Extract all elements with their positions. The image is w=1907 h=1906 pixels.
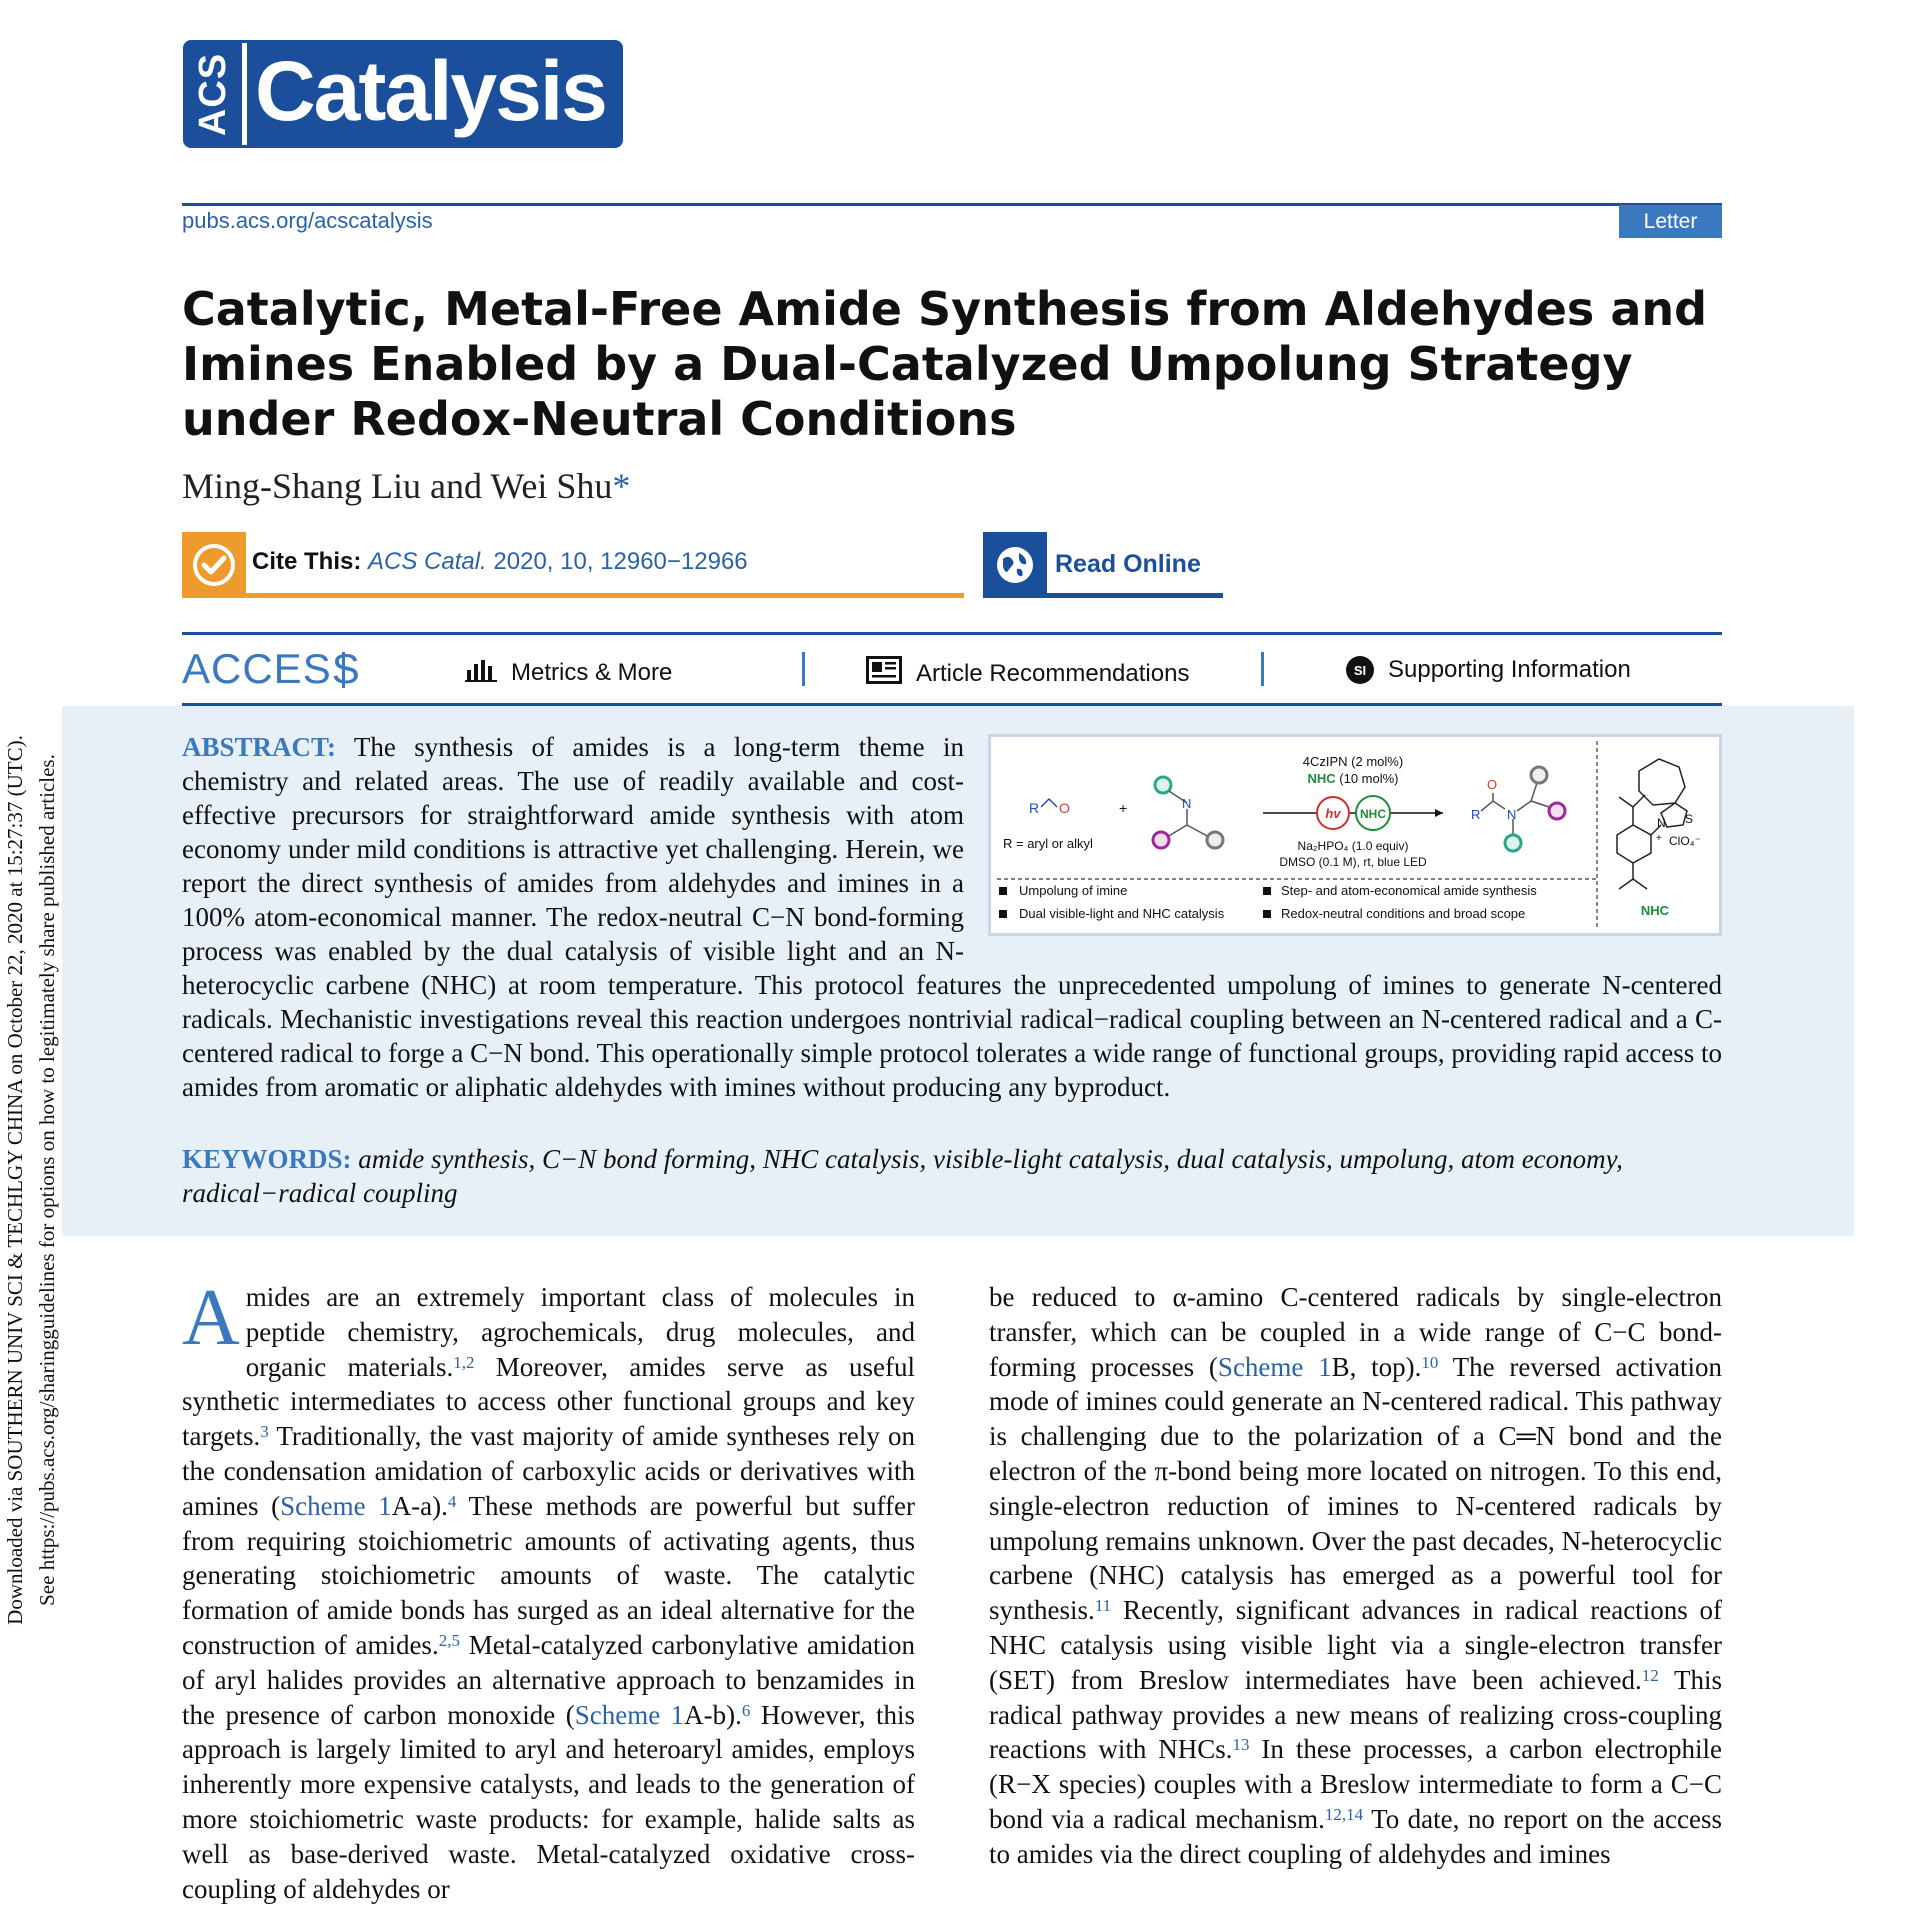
citation-ref[interactable]: 4 [447,1491,457,1511]
cite-journal-abbrev: ACS Catal. [368,548,487,575]
toc-graphic [988,734,1722,936]
article-recommendations-label: Article Recommendations [916,659,1190,687]
citation-ref[interactable]: 2,5 [438,1630,460,1650]
keywords-text: amide synthesis, C−N bond forming, NHC catalysis, visible-light catalysis, dual catalysis, umpolung, atom economy, radical−radical coupling [182,1144,1623,1208]
toc-r-definition: R = aryl or alkyl [1003,836,1093,851]
read-online-underline [1047,593,1223,598]
toc-conditions: DMSO (0.1 M), rt, blue LED [1279,855,1427,869]
body-text: However, this approach is largely limited to aryl and heteroaryl amides, employs inherently more expensive catalysts, and leads to the generation of more stoichiometric waste products: for example, halide salts as well as base-derived waste. Metal-catalyzed oxidative cross-coupling of aldehydes or [182,1699,915,1904]
access-bar-top-rule [182,632,1722,635]
acs-logo-mark [186,43,247,145]
toc-photocatalyst: 4CzIPN (2 mol%) [1302,754,1404,769]
toc-nhc-structure [1617,759,1687,889]
body-text: In these processes, a carbon electrophile (R−X species) couples with a Breslow intermediate to form a C−C bond via a radical mechanism. [989,1734,1723,1834]
body-text: Recently, significant advances in radical reactions of NHC catalysis using visible light via a single-electron transfer (SET) from Breslow intermediates have been achieved. [989,1595,1722,1695]
toc-nhc-label: NHC [1307,771,1336,786]
supporting-information-label: Supporting Information [1388,656,1631,683]
journal-name: Catalysis [255,44,606,138]
citation-text [252,548,748,576]
citation-ref[interactable]: 13 [1232,1735,1250,1755]
toc-bullet-marker [999,910,1007,918]
toc-bullet-marker [1263,910,1271,918]
toc-aldehyde-bond [1041,799,1057,807]
toc-bullet-marker [999,887,1007,895]
body-text: To date, no report on the access to amides via the direct coupling of aldehydes and imines [989,1803,1722,1869]
body-text: mides are an extremely important class of molecules in peptide chemistry, agrochemicals, drug molecules, and organic materials. [245,1282,915,1382]
body-text: These methods are powerful but suffer from requiring stoichiometric amounts of activating agents, thus generating stoichiometric amounts of waste. The catalytic formation of amide bonds has surged as an ideal alternative for the construction of amides. [182,1490,915,1660]
toc-aldehyde-o: O [1059,800,1070,816]
body-text: Traditionally, the vast majority of amide syntheses rely on the condensation amidation of carboxylic acids or derivatives with amines ( [182,1421,915,1521]
acs-logo-text: ACS [192,52,235,136]
read-online-button[interactable] [983,532,1223,598]
body-text: Moreover, amides serve as useful synthetic intermediates to access other functional groups and key targets. [182,1351,915,1452]
body-text: be reduced to α-amino C-centered radicals by single-electron transfer, which can be coupled in a wide range of C−C bond-forming processes ( [989,1282,1722,1382]
citation-ref[interactable]: 11 [1094,1596,1112,1616]
body-column-right [989,1280,1722,1872]
toc-bullet: Umpolung of imine [1019,883,1128,898]
journal-logo[interactable] [183,40,623,148]
supporting-information-link[interactable] [1346,656,1631,684]
toc-imine-n: N [1182,796,1192,811]
toc-product-sub-gray [1531,767,1547,783]
access-divider [802,652,805,686]
toc-product-r: R [1471,807,1481,822]
citation-ref[interactable]: 3 [260,1422,269,1442]
toc-imine-sub-gray [1207,832,1223,848]
article-recommendations-link[interactable] [866,656,1189,691]
drop-cap: A [182,1274,240,1362]
scheme-link[interactable]: Scheme 1 [1217,1351,1332,1382]
toc-nhc-loading [1307,771,1398,786]
corresponding-author-mark[interactable]: * [612,466,631,506]
toc-scheme [991,737,1719,933]
si-icon: SI [1346,656,1374,684]
toc-imine-sub-teal [1155,777,1171,793]
newspaper-icon [866,656,902,691]
body-text: This radical pathway provides a new means of realizing cross-coupling reactions with NHCs. [989,1664,1723,1765]
toc-nhc-cycle-label: NHC [1360,807,1386,821]
citation-ref[interactable]: 1,2 [453,1352,475,1372]
citation-ref[interactable]: 12 [1641,1665,1659,1685]
download-notice [0,655,62,1705]
citation-ref[interactable]: 6 [741,1700,751,1720]
download-notice-line-1: Downloaded via SOUTHERN UNIV SCI & TECHLGY CHINA on October 22, 2020 at 15:27:37 (UTC). [3,735,27,1625]
toc-product-sub-teal [1505,835,1521,851]
globe-icon [983,532,1047,598]
toc-nhc-amount: (10 mol%) [1339,771,1399,786]
toc-arrowhead [1435,809,1443,817]
authors-text: Ming-Shang Liu and Wei Shu [182,466,613,506]
body-text: The reversed activation mode of imines could generate an N-centered radical. This pathway is challenging due to the polarization of a C═N bond and the electron of the π-bond being more located on nitrogen. To this end, single-electron reduction of imines to N-centered radicals by umpolung remains unknown. Over the past decades, N-heterocyclic carbene (NHC) catalysis has emerged as a powerful tool for synthesis. [989,1351,1722,1626]
author-list [182,465,630,507]
toc-imine-sub-purple [1153,832,1169,848]
cite-this[interactable] [182,532,964,598]
cite-underline [246,593,964,598]
scheme-link[interactable]: Scheme 1 [280,1490,392,1521]
keywords-label: KEYWORDS: [182,1144,352,1174]
toc-bullet: Step- and atom-economical amide synthesis [1281,883,1537,898]
body-text: A-a). [391,1490,448,1521]
journal-url[interactable]: pubs.acs.org/acscatalysis [182,208,433,233]
body-column-left [182,1274,915,1906]
download-notice-line-2: See https://pubs.acs.org/sharingguidelines for options on how to legitimately share published articles. [35,754,59,1606]
citation-ref[interactable]: 12,14 [1324,1804,1364,1824]
metrics-more-link[interactable] [465,656,672,689]
cite-label: Cite This: [252,548,362,575]
bar-chart-icon [465,656,497,689]
toc-hv-label: hv [1325,806,1341,821]
abstract-text: The synthesis of amides is a long-term theme in chemistry and related areas. The use of readily available and cost-effective precursors for straightforward amide synthesis with atom economy under mild conditions is attractive yet challenging. Herein, we report the direct synthesis of amides from aldehydes and imines in a 100% atom-economical manner. The redox-neutral C−N bond-forming process was enabled by the dual catalysis of visible light and an N-heterocyclic carbene (NHC) at room temperature. This protocol features the unprecedented umpolung of imines to generate N-centered radicals. Mechanistic investigations reveal this reaction undergoes nontrivial radical−radical coupling between an N-centered radical and a C-centered radical to forge a C−N bond. This operationally simple protocol tolerates a wide range of functional groups, providing rapid access to amides from aromatic or aliphatic aldehydes with imines without producing any byproduct. [182,732,1723,1102]
body-text: B, top). [1331,1351,1422,1382]
body-text: Metal-catalyzed carbonylative amidation of aryl halides provides an alternative approach to benzamides in the presence of carbon monoxide ( [182,1629,915,1730]
toc-product-o: O [1487,777,1498,792]
article-type-badge: Letter [1619,205,1722,238]
toc-bullet: Redox-neutral conditions and broad scope [1281,906,1526,921]
scheme-link[interactable]: Scheme 1 [574,1699,685,1730]
access-label: ACCESS [182,645,361,692]
toc-bullet-marker [1263,887,1271,895]
body-text: A-b). [684,1699,742,1730]
toc-product-sub-purple [1549,803,1565,819]
keywords [182,1142,1722,1210]
citation-ref[interactable]: 10 [1421,1352,1439,1372]
toc-plus: + [1119,800,1128,816]
toc-bullet: Dual visible-light and NHC catalysis [1019,906,1225,921]
cite-details: 2020, 10, 12960−12966 [493,548,748,575]
access-divider [342,652,345,688]
article-title: Catalytic, Metal-Free Amide Synthesis from Aldehydes and Imines Enabled by a Dual-Catalyzed Umpolung Strategy under Redox-Neutral Conditions [182,282,1708,446]
toc-aldehyde-r: R [1029,800,1040,816]
cite-journal [368,548,748,575]
toc-nhc-charge: + [1656,833,1662,844]
toc-product-n: N [1507,807,1517,822]
toc-nhc-n: N [1657,816,1666,830]
toc-base: Na₂HPO₄ (1.0 equiv) [1297,839,1409,853]
download-notice-text [0,735,63,1625]
abstract-label: ABSTRACT: [182,732,337,762]
header-rule [182,203,1722,206]
abstract [182,730,1722,1104]
toc-nhc-structure-label: NHC [1640,903,1670,918]
checkmark-icon [182,532,246,598]
toc-nhc-s: S [1685,812,1694,826]
toc-perchlorate: ClO₄⁻ [1669,834,1701,848]
read-online-label: Read Online [1055,550,1201,578]
access-divider [1261,652,1264,686]
metrics-more-label: Metrics & More [511,658,673,686]
